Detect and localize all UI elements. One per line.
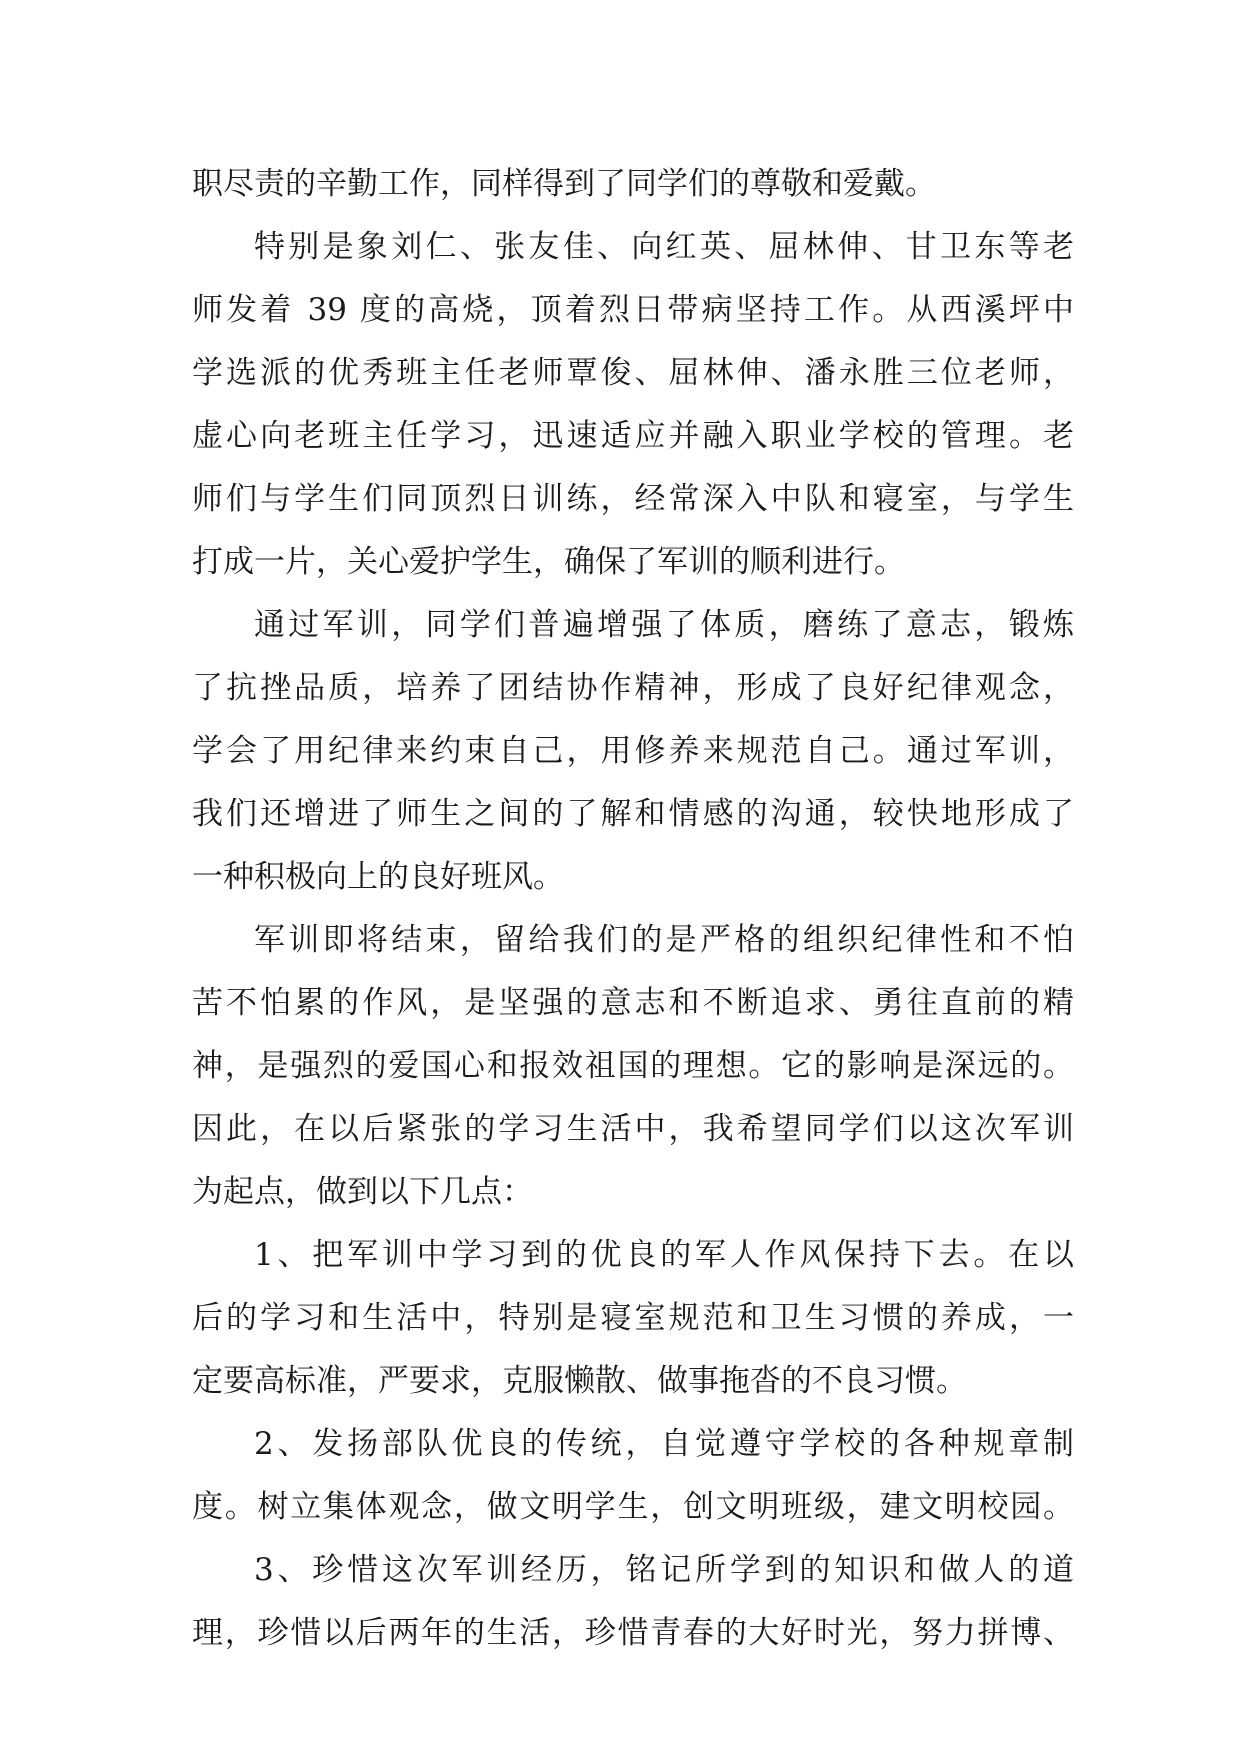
text-line: 职尽责的辛勤工作，同样得到了同学们的尊敬和爱戴。 <box>192 166 936 202</box>
text-line: 神，是强烈的爱国心和报效祖国的理想。它的影响是深远的。 <box>192 1048 1074 1084</box>
text-line: 通过军训，同学们普遍增强了体质，磨练了意志，锻炼 <box>254 607 1074 643</box>
text-line: 特别是象刘仁、张友佳、向红英、屈林伸、甘卫东等老 <box>254 229 1074 265</box>
text-line: 理，珍惜以后两年的生活，珍惜青春的大好时光，努力拼博、 <box>192 1615 1074 1651</box>
text-line: 3、珍惜这次军训经历，铭记所学到的知识和做人的道 <box>254 1552 1074 1588</box>
text-line: 1、把军训中学习到的优良的军人作风保持下去。在以 <box>254 1237 1074 1273</box>
text-line: 打成一片，关心爱护学生，确保了军训的顺利进行。 <box>192 544 905 580</box>
text-line: 师们与学生们同顶烈日训练，经常深入中队和寝室，与学生 <box>192 481 1074 517</box>
text-line: 一种积极向上的良好班风。 <box>192 859 564 895</box>
text-line: 学会了用纪律来约束自己，用修养来规范自己。通过军训， <box>192 733 1074 769</box>
text-line: 军训即将结束，留给我们的是严格的组织纪律性和不怕 <box>254 922 1074 958</box>
text-line: 为起点，做到以下几点： <box>192 1174 533 1210</box>
text-line: 苦不怕累的作风，是坚强的意志和不断追求、勇往直前的精 <box>192 985 1074 1021</box>
text-line: 了抗挫品质，培养了团结协作精神，形成了良好纪律观念， <box>192 670 1074 706</box>
text-line: 因此，在以后紧张的学习生活中，我希望同学们以这次军训 <box>192 1111 1074 1147</box>
text-line: 虚心向老班主任学习，迅速适应并融入职业学校的管理。老 <box>192 418 1074 454</box>
text-line: 师发着 39 度的高烧，顶着烈日带病坚持工作。从西溪坪中 <box>192 292 1074 328</box>
text-line: 我们还增进了师生之间的了解和情感的沟通，较快地形成了 <box>192 796 1074 832</box>
document-body <box>192 153 1074 1665</box>
text-line: 2、发扬部队优良的传统，自觉遵守学校的各种规章制 <box>254 1426 1074 1462</box>
text-line: 学选派的优秀班主任老师覃俊、屈林伸、潘永胜三位老师， <box>192 355 1074 391</box>
text-line: 后的学习和生活中，特别是寝室规范和卫生习惯的养成，一 <box>192 1300 1074 1336</box>
text-line: 度。树立集体观念，做文明学生，创文明班级，建文明校园。 <box>192 1489 1074 1525</box>
text-line: 定要高标准，严要求，克服懒散、做事拖沓的不良习惯。 <box>192 1363 967 1399</box>
